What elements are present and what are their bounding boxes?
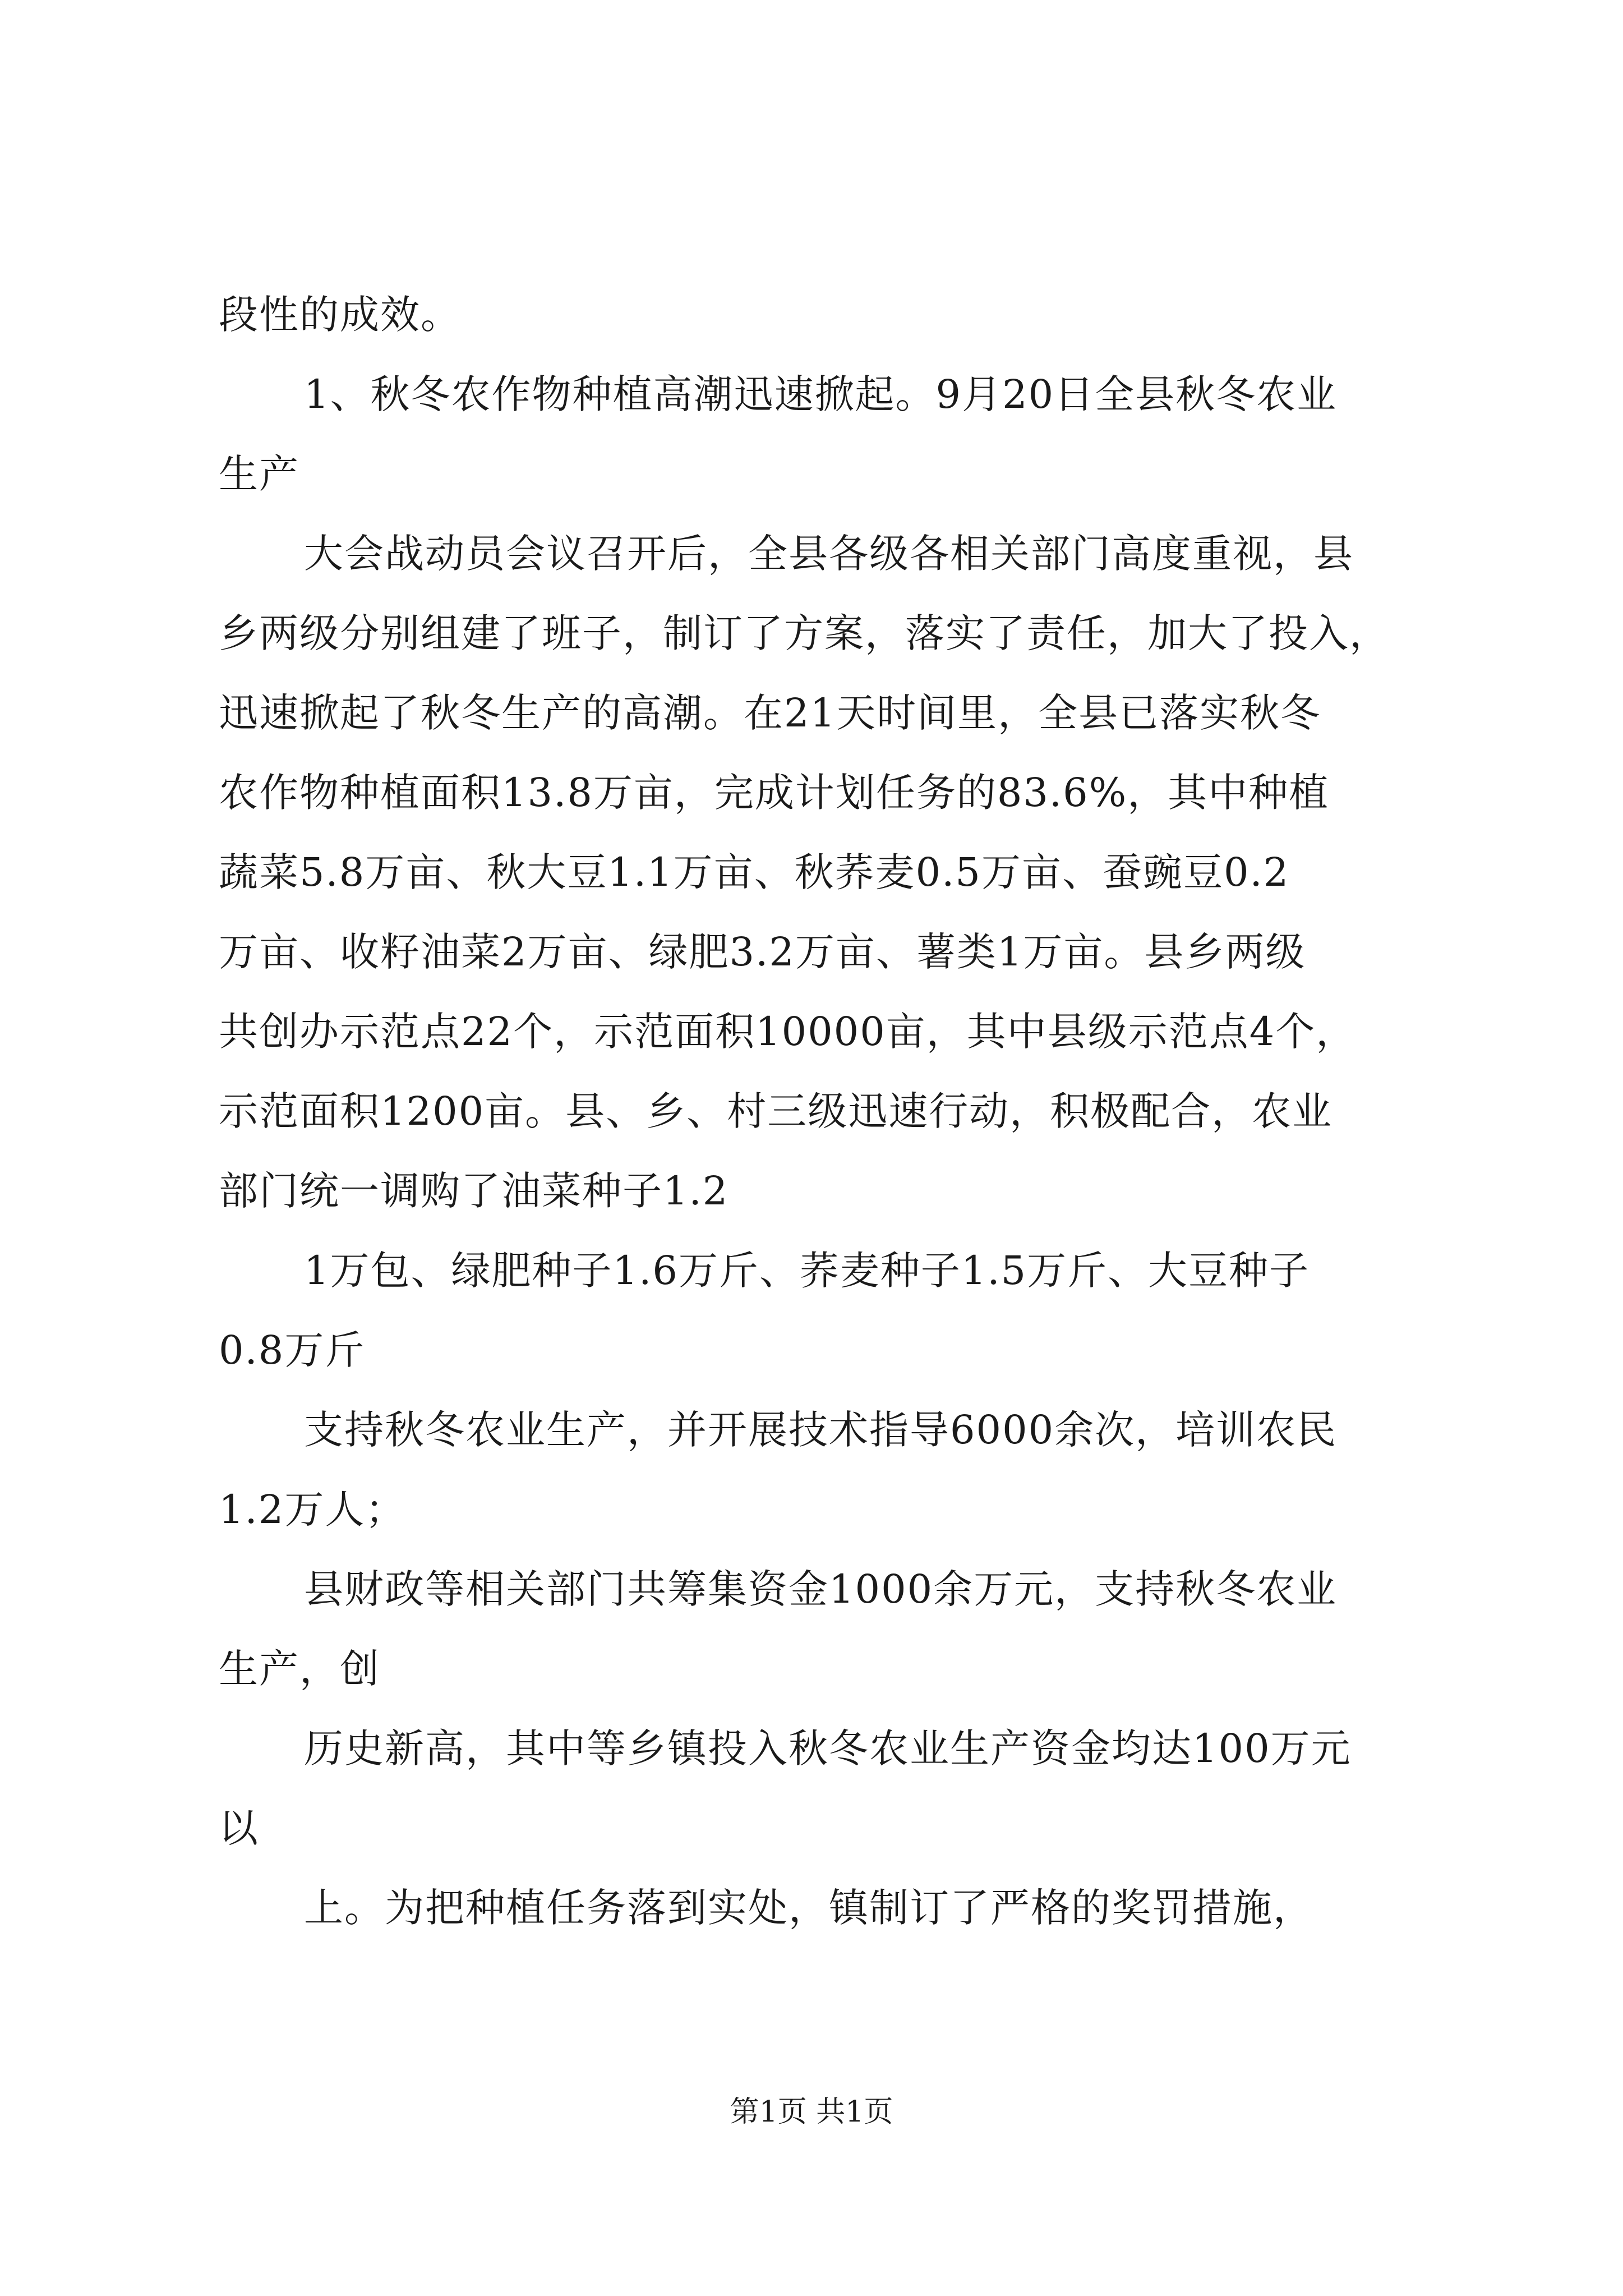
text-line: 生产 — [219, 451, 299, 497]
page-number-footer: 第1页 共1页 — [730, 2095, 893, 2129]
text-line: 县财政等相关部门共筹集资金1000余万元，支持秋冬农业 — [304, 1566, 1338, 1612]
text-line: 迅速掀起了秋冬生产的高潮。在21天时间里，全县已落实秋冬 — [219, 690, 1321, 736]
text-line: 部门统一调购了油菜种子1.2 — [219, 1168, 729, 1214]
text-line: 0.8万斤 — [219, 1327, 366, 1373]
text-line: 蔬菜5.8万亩、秋大豆1.1万亩、秋荞麦0.5万亩、蚕豌豆0.2 — [219, 849, 1290, 895]
text-line: 以 — [219, 1805, 259, 1851]
text-line: 万亩、收籽油菜2万亩、绿肥3.2万亩、薯类1万亩。县乡两级 — [219, 929, 1306, 975]
text-line: 生产，创 — [219, 1646, 380, 1692]
text-line: 农作物种植面积13.8万亩，完成计划任务的83.6%，其中种植 — [219, 770, 1330, 816]
document-body — [219, 275, 1419, 1948]
text-line: 段性的成效。 — [219, 292, 461, 338]
text-line: 共创办示范点22个，示范面积10000亩，其中县级示范点4个， — [219, 1009, 1357, 1055]
text-line: 上。为把种植任务落到实处，镇制订了严格的奖罚措施， — [304, 1885, 1313, 1931]
text-line: 乡两级分别组建了班子，制订了方案，落实了责任，加大了投入， — [219, 610, 1390, 656]
text-line: 1.2万人； — [219, 1487, 406, 1533]
text-line: 示范面积1200亩。县、乡、村三级迅速行动，积极配合，农业 — [219, 1088, 1333, 1134]
text-line: 历史新高，其中等乡镇投入秋冬农业生产资金均达100万元 — [304, 1726, 1352, 1772]
text-line: 支持秋冬农业生产，并开展技术指导6000余次，培训农民 — [304, 1407, 1338, 1453]
text-line: 1、秋冬农作物种植高潮迅速掀起。9月20日全县秋冬农业 — [304, 371, 1338, 417]
text-line: 大会战动员会议召开后，全县各级各相关部门高度重视，县 — [304, 531, 1354, 577]
text-line: 1万包、绿肥种子1.6万斤、荞麦种子1.5万斤、大豆种子 — [304, 1248, 1310, 1294]
